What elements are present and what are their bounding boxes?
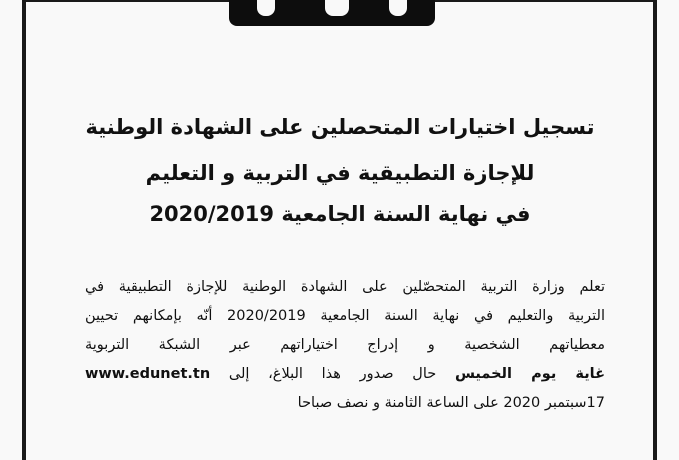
- body-line-2: التربية والتعليم في نهاية السنة الجامعية 2020/2019 أنّه بإمكانهم تحيين: [85, 308, 605, 324]
- announcement-title-line-2: للإجازة التطبيقية في التربية و التعليم: [145, 161, 535, 185]
- body-line-5: 17سبتمبر 2020 على الساعة الثامنة و نصف صباحا: [297, 395, 605, 411]
- body-line-3: معطياتهم الشخصية و إدراج اختياراتهم عبر الشبكة التربوية: [85, 337, 605, 353]
- body-line-4-text: حال صدور هذا البلاغ، إلى: [228, 366, 437, 382]
- page-border-left: [22, 0, 26, 460]
- edunet-link[interactable]: www.edunet.tn: [85, 366, 211, 382]
- announcement-body: [85, 273, 605, 418]
- header-logo-fragment: [229, 0, 435, 26]
- page-border-right: [653, 0, 657, 460]
- body-line-4: [85, 360, 605, 389]
- announcement-title-line-3: في نهاية السنة الجامعية 2020/2019: [149, 202, 531, 226]
- announcement-title-line-1: تسجيل اختيارات المتحصلين على الشهادة الوطنية: [85, 115, 595, 139]
- deadline-day: غاية يوم الخميس: [454, 366, 606, 382]
- body-line-1: تعلم وزارة التربية المتحصّلين على الشهادة الوطنية للإجازة التطبيقية في: [85, 279, 605, 295]
